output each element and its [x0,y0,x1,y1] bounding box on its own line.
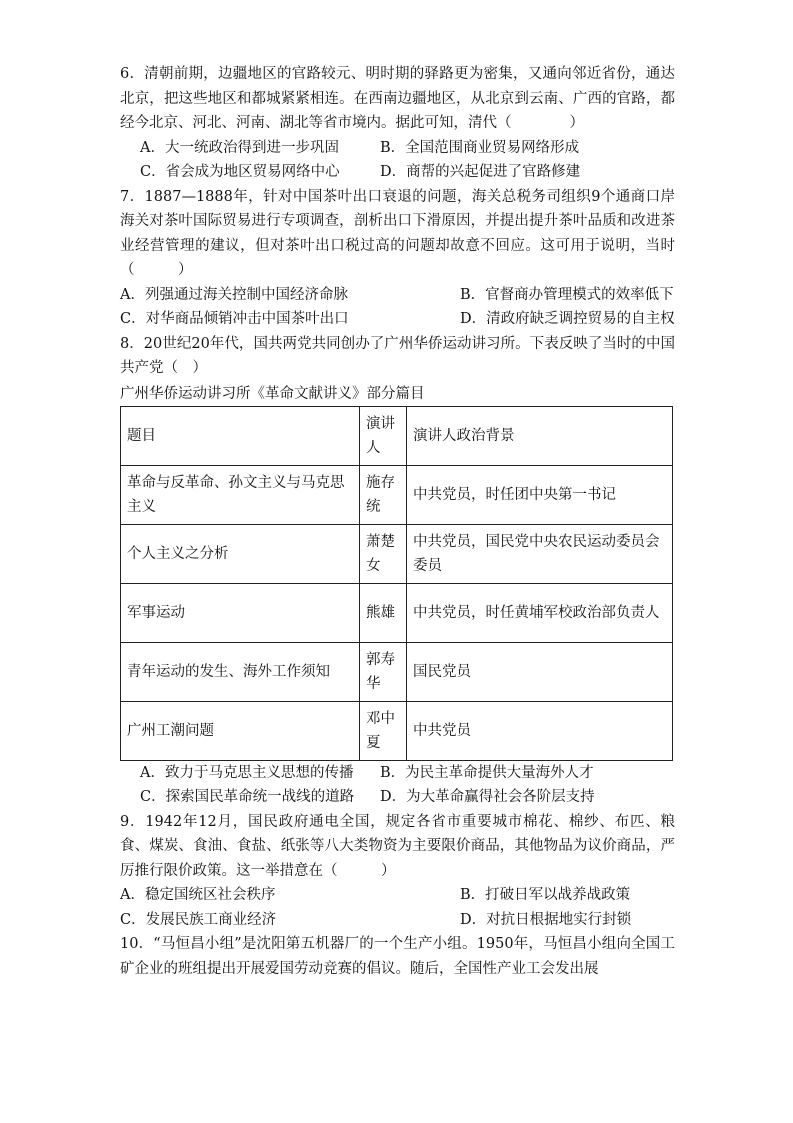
question-6 [120,62,675,185]
option-c: C．对华商品倾销冲击中国茶叶出口 [120,311,349,327]
options [120,283,675,332]
question-9 [120,810,675,933]
table-row [121,524,673,583]
options [120,136,675,185]
option-c: C．探索国民革命统一战线的道路 [140,789,355,805]
option-b: B．为民主革命提供大量海外人才 [380,764,594,781]
cell-speaker: 熊雄 [360,583,407,642]
option-d: D．对抗日根据地实行封锁 [460,911,632,928]
header-title: 题目 [121,406,360,465]
cell-title: 个人主义之分析 [121,524,360,583]
option-c: C．发展民族工商业经济 [120,911,277,928]
cell-speaker: 郭寿华 [360,642,407,701]
question-stem: 8．20世纪20年代，国共两党共同创办了广州华侨运动讲习所。下表反映了当时的中国共产党（ ） [120,335,675,376]
cell-background: 中共党员 [407,701,673,760]
lecture-table [120,406,673,761]
question-10 [120,932,675,981]
option-b: B．全国范围商业贸易网络形成 [380,139,580,156]
table-row [121,465,673,524]
question-stem: 10．“马恒昌小组”是沈阳第五机器厂的一个生产小组。1950年，马恒昌小组向全国工矿企业的班组提出开展爱国劳动竞赛的倡议。随后，全国性产业工会发出展 [120,936,675,977]
header-background: 演讲人政治背景 [407,406,673,465]
table-caption: 广州华侨运动讲习所《革命文献讲义》部分篇目 [120,385,425,402]
cell-title: 军事运动 [121,583,360,642]
table-row [121,642,673,701]
question-stem: 7．1887—1888年，针对中国茶叶出口衰退的问题，海关总税务司组织9个通商口岸海关对茶叶国际贸易进行专项调查，剖析出口下滑原因，并提出提升茶叶品质和改进茶业经营管理的建议，但对茶叶出口税过高的问题却故意不回应。这可用于说明，当时（ ） [120,188,675,278]
cell-speaker: 施存统 [360,465,407,524]
cell-title: 革命与反革命、孙文主义与马克思主义 [121,465,360,524]
option-c: C．省会成为地区贸易网络中心 [140,164,340,180]
exam-page [120,62,675,981]
option-d: D．商帮的兴起促进了官路修建 [380,164,581,180]
question-8 [120,332,675,810]
cell-background: 国民党员 [407,642,673,701]
cell-speaker: 萧楚女 [360,524,407,583]
cell-speaker: 邓中夏 [360,701,407,760]
cell-background: 中共党员，时任黄埔军校政治部负责人 [407,583,673,642]
options [120,883,675,932]
option-b: B．打破日军以战养战政策 [460,887,631,903]
option-a: A．大一统政治得到进一步巩固 [140,139,339,156]
header-speaker: 演讲人 [360,406,407,465]
cell-background: 中共党员，时任团中央第一书记 [407,465,673,524]
option-d: D．为大革命赢得社会各阶层支持 [380,789,595,805]
options [120,761,675,810]
table-row [121,583,673,642]
cell-title: 青年运动的发生、海外工作须知 [121,642,360,701]
question-stem: 9．1942年12月，国民政府通电全国，规定各省市重要城市棉花、棉纱、布匹、粮食、煤炭、食油、食盐、纸张等八大类物资为主要限价商品，其他物品为议价商品，严厉推行限价政策。这一举措意在（ ） [120,813,675,879]
cell-title: 广州工潮问题 [121,701,360,760]
question-stem: 6．清朝前期，边疆地区的官路较元、明时期的驿路更为密集，又通向邻近省份，通达北京，把这些地区和都城紧紧相连。在西南边疆地区，从北京到云南、广西的官路，都经今北京、河北、河南、湖北等省市境内。据此可知，清代（ ） [120,66,675,131]
option-a: A．致力于马克思主义思想的传播 [140,764,354,781]
question-7 [120,185,675,332]
option-b: B．官督商办管理模式的效率低下 [460,286,674,303]
cell-background: 中共党员，国民党中央农民运动委员会委员 [407,524,673,583]
option-a: A．稳定国统区社会秩序 [120,887,276,903]
table-header-row [121,406,673,465]
option-d: D．清政府缺乏调控贸易的自主权 [460,311,675,327]
option-a: A．列强通过海关控制中国经济命脉 [120,286,348,303]
table-row [121,701,673,760]
